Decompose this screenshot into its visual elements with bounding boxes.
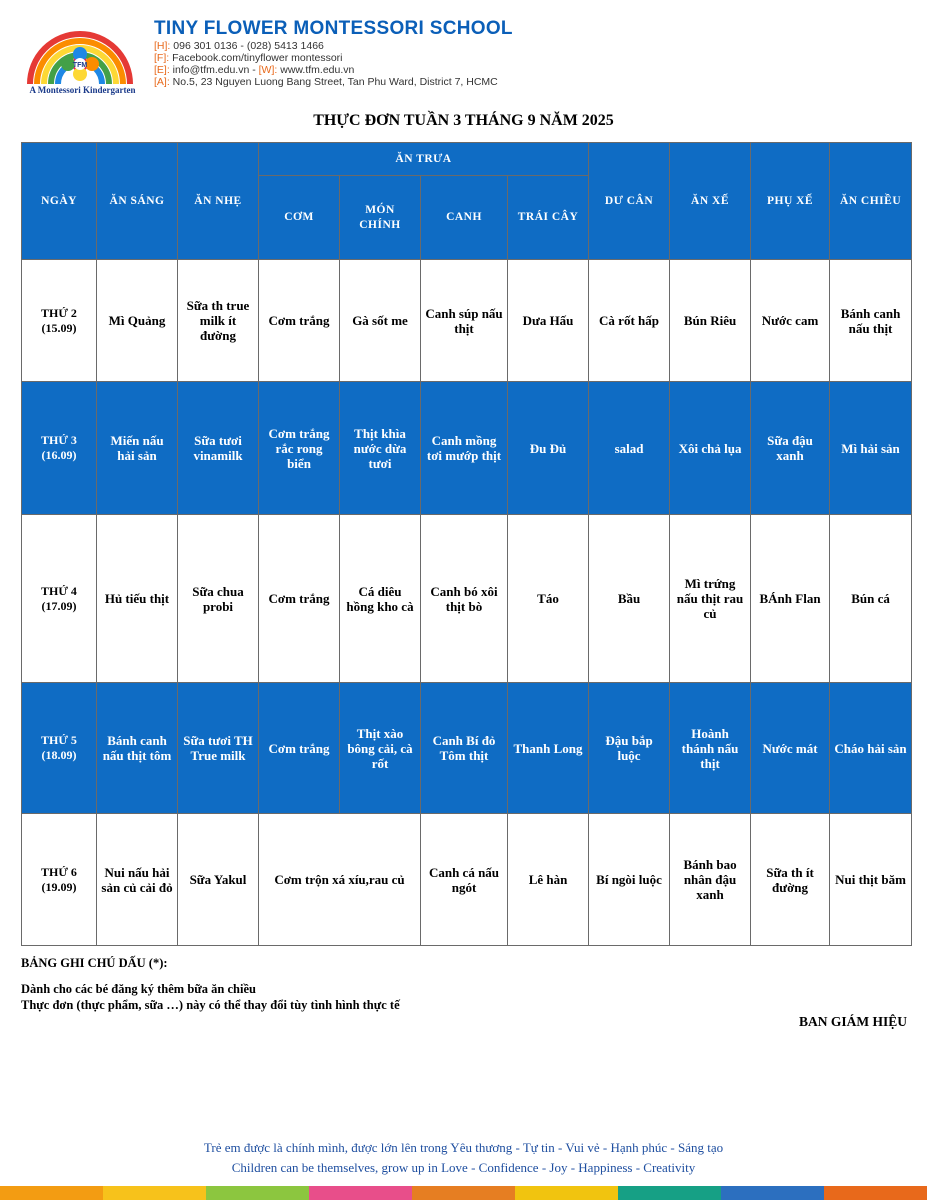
contact-key: [E]: — [154, 64, 170, 76]
rice-cell: Cơm trắng — [259, 260, 340, 382]
snack-cell: Sữa tươi TH True milk — [178, 683, 259, 814]
contact-key: [W]: — [258, 64, 278, 76]
day-name: THỨ 5 — [41, 733, 77, 747]
header-fruit: TRÁI CÂY — [508, 176, 589, 260]
footer-color-stripe — [0, 1186, 927, 1200]
late-cell: Bánh canh nấu thịt — [830, 260, 912, 382]
afternoon-snack-cell: Xôi chả lụa — [670, 382, 751, 515]
rice-main-cell: Cơm trộn xá xíu,rau củ — [259, 814, 421, 946]
balanced-cell: Bí ngòi luộc — [589, 814, 670, 946]
soup-cell: Canh súp nấu thịt — [421, 260, 508, 382]
afternoon-extra-cell: Sữa đậu xanh — [751, 382, 830, 515]
fruit-cell: Dưa Hấu — [508, 260, 589, 382]
note-line-2: Thực đơn (thực phẩm, sữa …) này có thể thay đổi tùy tình hình thực tế — [21, 998, 400, 1012]
breakfast-cell: Nui nấu hải sản củ cải đỏ — [97, 814, 178, 946]
day-cell — [22, 260, 97, 382]
table-row — [22, 683, 912, 814]
table-row — [22, 260, 912, 382]
contact-key: [H]: — [154, 40, 171, 52]
stripe-segment — [721, 1186, 824, 1200]
header-lunch: ĂN TRƯA — [259, 143, 589, 176]
afternoon-snack-cell: Mì trứng nấu thịt rau củ — [670, 515, 751, 683]
signature: BAN GIÁM HIỆU — [798, 1014, 907, 1029]
note-line-1: Dành cho các bé đăng ký thêm bữa ăn chiều — [21, 982, 256, 996]
day-date: (19.09) — [41, 879, 77, 894]
header-soup: CANH — [421, 176, 508, 260]
balanced-cell: Bầu — [589, 515, 670, 683]
breakfast-cell: Miến nấu hải sản — [97, 382, 178, 515]
main-cell: Thịt xào bông cải, cà rốt — [340, 683, 421, 814]
snack-cell: Sữa th true milk ít đường — [178, 260, 259, 382]
notes-title: BẢNG GHI CHÚ DẤU (*): — [21, 956, 168, 970]
school-name: TINY FLOWER MONTESSORI SCHOOL — [154, 18, 513, 39]
rice-cell: Cơm trắng rắc rong biển — [259, 382, 340, 515]
header-afternoon-snack: ĂN XẾ — [670, 143, 751, 260]
afternoon-extra-cell: BÁnh Flan — [751, 515, 830, 683]
header-breakfast: ĂN SÁNG — [97, 143, 178, 260]
day-cell — [22, 515, 97, 683]
rice-cell: Cơm trắng — [259, 683, 340, 814]
header-main: MÓN CHÍNH — [340, 176, 421, 260]
day-name: THỨ 4 — [41, 583, 77, 598]
soup-cell: Canh bó xôi thịt bò — [421, 515, 508, 683]
day-date: (18.09) — [41, 748, 77, 762]
contact-email[interactable]: info@tfm.edu.vn - — [169, 64, 259, 76]
page-title: THỰC ĐƠN TUẦN 3 THÁNG 9 NĂM 2025 — [313, 112, 614, 129]
contact-facebook[interactable] — [154, 52, 534, 64]
contact-website[interactable]: www.tfm.edu.vn — [277, 64, 355, 76]
stripe-segment — [618, 1186, 721, 1200]
header-balanced: DƯ CÂN — [589, 143, 670, 260]
rice-cell: Cơm trắng — [259, 515, 340, 683]
table-row — [22, 814, 912, 946]
day-cell — [22, 683, 97, 814]
stripe-segment — [309, 1186, 412, 1200]
day-cell — [22, 814, 97, 946]
day-date: (17.09) — [41, 598, 77, 613]
snack-cell: Sữa Yakul — [178, 814, 259, 946]
fruit-cell: Đu Đủ — [508, 382, 589, 515]
menu-table — [21, 142, 912, 946]
fruit-cell: Lê hàn — [508, 814, 589, 946]
school-info — [154, 18, 534, 88]
logo-center-text: TFM — [72, 62, 88, 69]
fruit-cell: Táo — [508, 515, 589, 683]
afternoon-snack-cell: Bánh bao nhân đậu xanh — [670, 814, 751, 946]
breakfast-cell: Mì Quảng — [97, 260, 178, 382]
breakfast-cell: Hủ tiếu thịt — [97, 515, 178, 683]
main-cell: Cá diêu hồng kho cà — [340, 515, 421, 683]
main-cell: Thịt khìa nước dừa tươi — [340, 382, 421, 515]
day-name: THỨ 6 — [41, 864, 77, 879]
footer-line-vi: Trẻ em được là chính mình, được lớn lên trong Yêu thương - Tự tin - Vui vẻ - Hạnh phúc - Sáng tạo — [203, 1140, 724, 1155]
contact-address — [154, 76, 534, 88]
header-late: ĂN CHIỀU — [830, 143, 912, 260]
snack-cell: Sữa tươi vinamilk — [178, 382, 259, 515]
afternoon-extra-cell: Sữa th ít đường — [751, 814, 830, 946]
table-row — [22, 515, 912, 683]
contact-value[interactable]: Facebook.com/tinyflower montessori — [169, 52, 343, 64]
footer-slogan — [0, 1138, 927, 1178]
table-row — [22, 382, 912, 515]
header-row — [22, 143, 912, 176]
footer-line-en: Children can be themselves, grow up in Love - Confidence - Joy - Happiness - Creativity — [231, 1160, 696, 1175]
contact-value: No.5, 23 Nguyen Luong Bang Street, Tan Phu Ward, District 7, HCMC — [169, 76, 498, 88]
day-cell — [22, 382, 97, 515]
stripe-segment — [412, 1186, 515, 1200]
afternoon-extra-cell: Nước mát — [751, 683, 830, 814]
contact-phone — [154, 40, 534, 52]
stripe-segment — [824, 1186, 927, 1200]
day-name: THỨ 2 — [41, 305, 77, 320]
stripe-segment — [103, 1186, 206, 1200]
late-cell: Cháo hải sản — [830, 683, 912, 814]
balanced-cell: Cà rốt hấp — [589, 260, 670, 382]
afternoon-snack-cell: Hoành thánh nấu thịt — [670, 683, 751, 814]
soup-cell: Canh Bí đỏ Tôm thịt — [421, 683, 508, 814]
late-cell: Mì hải sản — [830, 382, 912, 515]
header-rice: CƠM — [259, 176, 340, 260]
balanced-cell: salad — [589, 382, 670, 515]
day-date: (15.09) — [41, 320, 77, 335]
header-snack: ĂN NHẸ — [178, 143, 259, 260]
contact-key: [A]: — [154, 76, 170, 88]
afternoon-snack-cell: Bún Riêu — [670, 260, 751, 382]
snack-cell: Sữa chua probi — [178, 515, 259, 683]
header-day: NGÀY — [22, 143, 97, 260]
day-date: (16.09) — [41, 448, 77, 462]
late-cell: Nui thịt băm — [830, 814, 912, 946]
contact-email-web[interactable] — [154, 64, 534, 76]
header-afternoon-extra: PHỤ XẾ — [751, 143, 830, 260]
balanced-cell: Đậu bắp luộc — [589, 683, 670, 814]
stripe-segment — [515, 1186, 618, 1200]
contact-value: 096 301 0136 - (028) 5413 1466 — [170, 40, 324, 52]
main-cell: Gà sốt me — [340, 260, 421, 382]
fruit-cell: Thanh Long — [508, 683, 589, 814]
stripe-segment — [0, 1186, 103, 1200]
stripe-segment — [206, 1186, 309, 1200]
afternoon-extra-cell: Nước cam — [751, 260, 830, 382]
logo-caption: A Montessori Kindergarten — [29, 85, 136, 95]
soup-cell: Canh cá nấu ngót — [421, 814, 508, 946]
breakfast-cell: Bánh canh nấu thịt tôm — [97, 683, 178, 814]
contact-key: [F]: — [154, 52, 170, 64]
late-cell: Bún cá — [830, 515, 912, 683]
day-name: THỨ 3 — [41, 433, 77, 447]
soup-cell: Canh mồng tơi mướp thịt — [421, 382, 508, 515]
